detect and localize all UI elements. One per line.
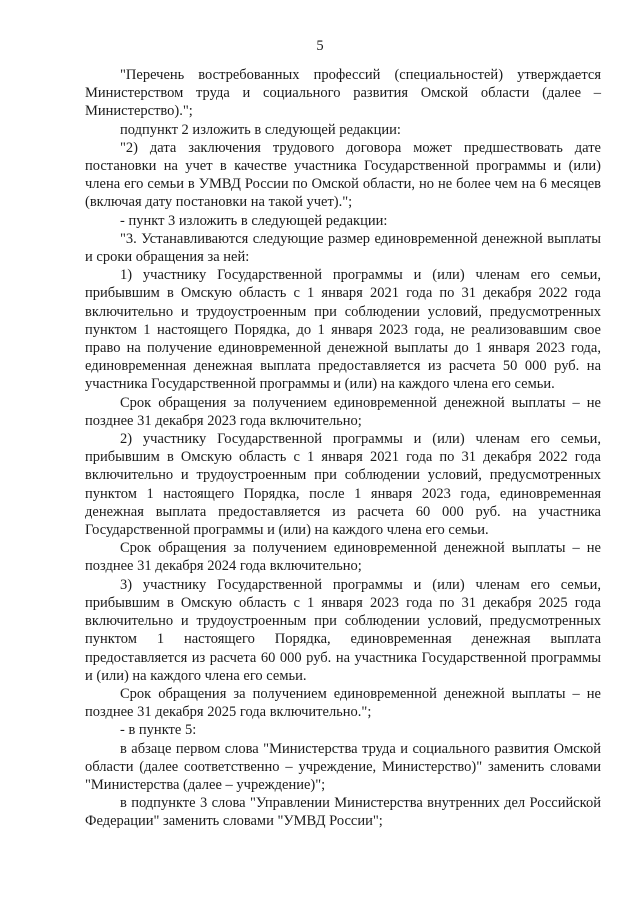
- paragraph: 3) участнику Государственной программы и (или) членам его семьи, прибывшим в Омскую область с 1 января 2023 года по 31 декабря 2025 года включительно и трудоустроенным при соблюдении условий, предусмотренных пунктом 1 настоящего Порядка, единовременная денежная выплата предоставляется из расчета 60 000 руб. на участника Государственной программы и (или) на каждого члена его семьи.: [85, 576, 601, 684]
- paragraph: Срок обращения за получением единовременной денежной выплаты – не позднее 31 декабря 2024 года включительно;: [85, 540, 601, 575]
- paragraph: 2) участнику Государственной программы и (или) членам его семьи, прибывшим в Омскую область с 1 января 2021 года по 31 декабря 2022 года включительно и трудоустроенным при соблюдении условий, предусмотренных пунктом 1 настоящего Порядка, после 1 января 2023 года, единовременная денежная выплата предоставляется из расчета 60 000 руб. на участника Государственной программы и (или) на каждого члена его семьи.: [85, 431, 601, 539]
- paragraph: Срок обращения за получением единовременной денежной выплаты – не позднее 31 декабря 2023 года включительно;: [85, 394, 601, 429]
- paragraph: в подпункте 3 слова "Управлении Министерства внутренних дел Российской Федерации" заменить словами "УМВД России";: [85, 795, 601, 830]
- paragraph: Срок обращения за получением единовременной денежной выплаты – не позднее 31 декабря 2025 года включительно.";: [85, 685, 601, 721]
- document-body: [85, 66, 601, 831]
- paragraph: - в пункте 5:: [120, 722, 197, 739]
- paragraph: "2) дата заключения трудового договора может предшествовать дате постановки на учет в качестве участника Государственной программы и (или) члена его семьи в УМВД России по Омской области, но не более чем на 6 месяцев (включая дату постановки на такой учет).";: [85, 139, 601, 211]
- paragraph: "3. Устанавливаются следующие размер единовременной денежной выплаты и сроки обращения за ней:: [85, 230, 601, 266]
- page-number: 5: [316, 38, 324, 54]
- paragraph: "Перечень востребованных профессий (специальностей) утверждается Министерством труда и социального развития Омской области (далее – Министерство).";: [85, 67, 601, 120]
- paragraph: в абзаце первом слова "Министерства труда и социального развития Омской области (далее соответственно – учреждение, Министерство)" заменить словами "Министерства (далее – учреждение)";: [85, 740, 601, 793]
- paragraph: - пункт 3 изложить в следующей редакции:: [120, 212, 388, 229]
- paragraph: подпункт 2 изложить в следующей редакции:: [120, 121, 401, 138]
- paragraph: 1) участнику Государственной программы и (или) членам его семьи, прибывшим в Омскую область с 1 января 2021 года по 31 декабря 2022 года включительно и трудоустроенным при соблюдении условий, предусмотренных пунктом 1 настоящего Порядка, до 1 января 2023 года, не реализовавшим свое право на получение единовременной денежной выплаты до 1 января 2023 года, единовременная денежная выплата предоставляется из расчета 50 000 руб. на участника Государственной программы и (или) на каждого члена его семьи.: [85, 267, 601, 393]
